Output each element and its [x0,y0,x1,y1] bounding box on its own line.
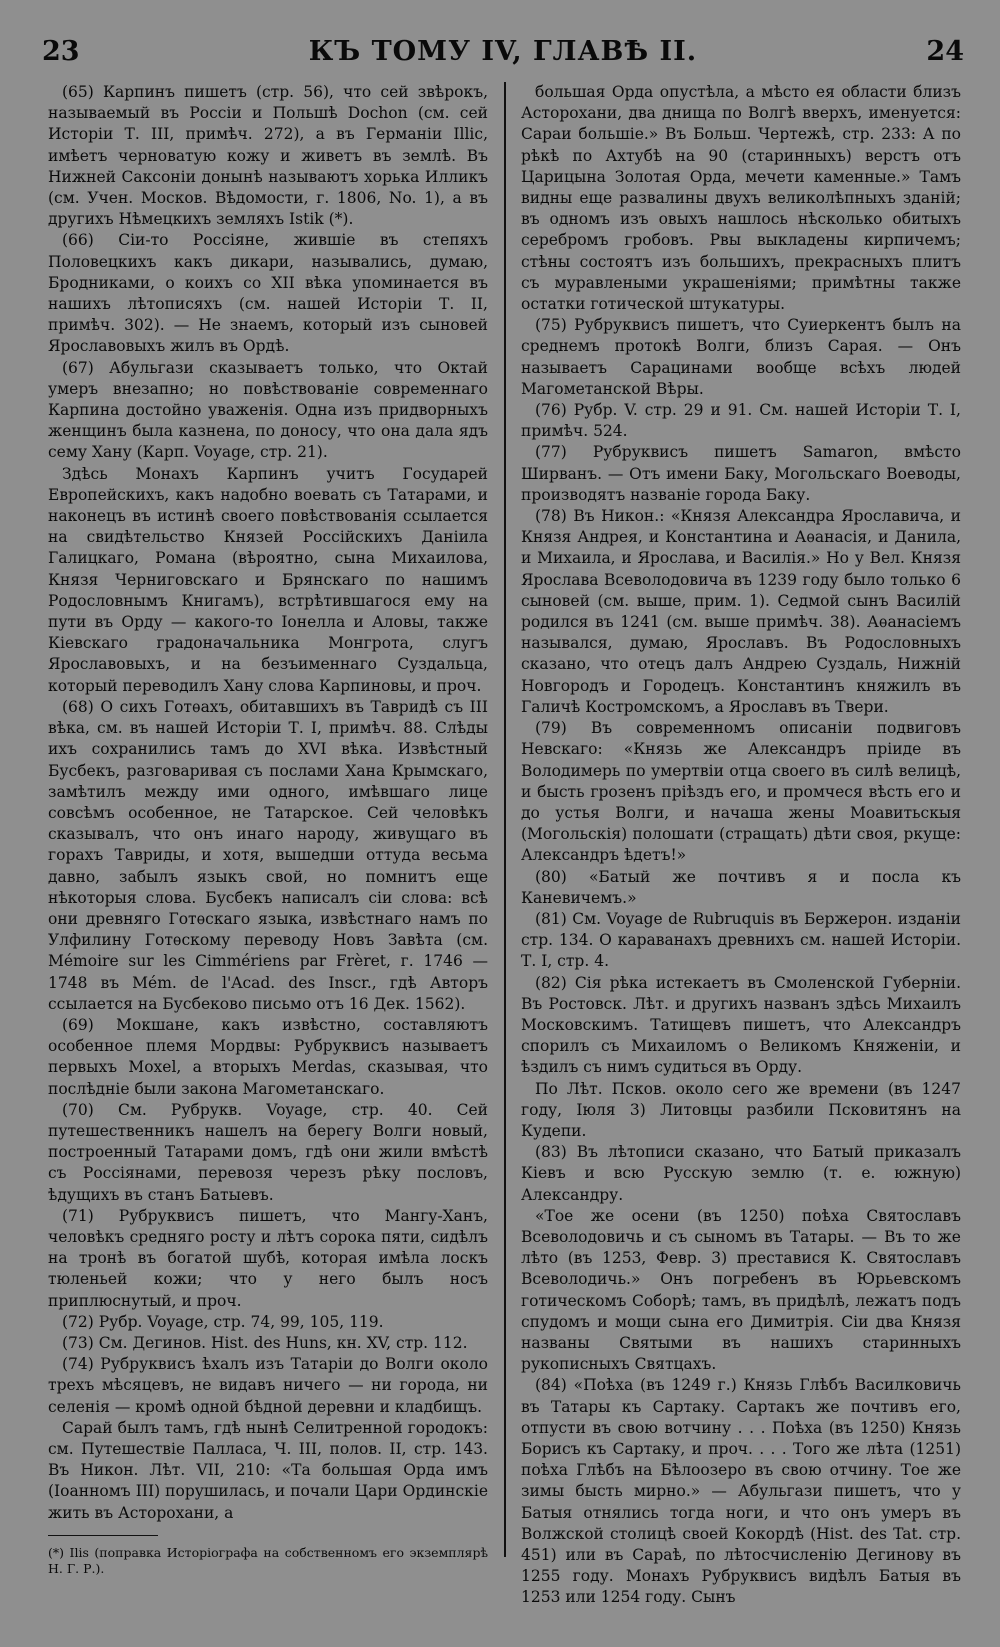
running-title: КЪ ТОМУ IV, ГЛАВѢ II. [308,36,698,67]
note-paragraph: Сарай былъ тамъ, гдѣ нынѣ Селитренной городокъ: см. Путешествіе Палласа, Ч. III, полов. II, стр. 143. Въ Никон. Лѣт. VII, 210: «Та большая Орда имъ (Іоанномъ III) порушилась, и почали Цари Ординскіе жить въ Асторохани, а [48,1418,488,1522]
note-paragraph: (68) О сихъ Готѳахъ, обитавшихъ въ Тавридѣ съ III вѣка, см. въ нашей Исторіи Т. I, примѣч. 88. Слѣды ихъ сохранились тамъ до XVI вѣка. Извѣстный Бусбекъ, разговаривая съ послами Хана Крымскаго, замѣтилъ между ими одного, имѣвшаго лице совсѣмъ особенное, не Татарское. Сей человѣкъ сказывалъ, что онъ инаго народу, живущаго въ горахъ Тавриды, и хотя, вышедши оттуда весьма давно, забылъ языкъ свой, но помнитъ еще нѣкоторыя слова. Бусбекъ написалъ сіи слова: всѣ они древняго Готѳскаго языка, извѣстнаго намъ по Улфилину Готѳскому переводу Новъ Завѣта (см. Mémoire sur les Cimmériens par Frèret, г. 1746 — 1748 въ Mém. de l'Acad. des Inscr., гдѣ Авторъ ссылается на Бусбеково письмо отъ 16 Дек. 1562). [48,697,488,1013]
note-paragraph: (70) См. Рубрукв. Voyage, стр. 40. Сей путешественникъ нашелъ на берегу Волги новый, построенный Татарами домъ, гдѣ они жили вмѣстѣ съ Россіянами, перевозя черезъ рѣку пословъ, ѣдущихъ въ станъ Батыевъ. [48,1100,488,1204]
note-paragraph: (82) Сія рѣка истекаетъ въ Смоленской Губерніи. Въ Ростовск. Лѣт. и другихъ названъ здѣсь Михаилъ Московскимъ. Татищевъ пишетъ, что Александръ спорилъ съ Михаиломъ о Великомъ Княженіи, и ѣздилъ съ нимъ судиться въ Орду. [521,973,961,1077]
note-paragraph: (83) Въ лѣтописи сказано, что Батый приказалъ Кіевъ и всю Русскую землю (т. е. южную) Александру. [521,1143,961,1204]
note-paragraph: (84) «Поѣха (въ 1249 г.) Князь Глѣбъ Василковичь въ Татары къ Сартаку. Сартакъ же почтивъ его, отпусти въ свою вотчину . . . Поѣха (въ 1250) Князь Борисъ къ Сартаку, и проч. . . . Того же лѣта (1251) поѣха Глѣбъ на Бѣлоозеро въ свою отчину. Тое же зимы бысть мирно.» — Абульгази пишетъ, что у Батыя отнялись тогда ноги, и что онъ умеръ въ Волжской столицѣ своей Кокордѣ (Hist. des Tat. стр. 451) или въ Сараѣ, по лѣтосчисленію Дегинову въ 1255 году. Монахъ Рубруквисъ видѣлъ Батыя въ 1253 или 1254 году. Сынъ [521,1376,961,1607]
note-paragraph: (77) Рубруквисъ пишетъ Samaron, вмѣсто Ширванъ. — Отъ имени Баку, Могольскаго Воеводы, производятъ названіе города Баку. [521,443,961,504]
footnote: (*) Ilis (поправка Исторіографа на собственномъ его экземплярѣ Н. Г. Р.). [48,1545,488,1576]
note-paragraph: (81) См. Voyage de Rubruquis въ Бержерон. изданіи стр. 134. О караванахъ древнихъ см. нашей Исторіи. Т. I, стр. 4. [521,909,961,971]
note-paragraph: большая Орда опустѣла, а мѣсто ея области близъ Асторохани, два днища по Волгѣ вверхъ, именуется: Сараи большіе.» Въ Больш. Чертежѣ, стр. 233: А по рѣкѣ по Ахтубѣ на 90 (старинныхъ) верстъ отъ Царицына Золотая Орда, мечети каменные.» Тамъ видны еще развалины двухъ великолѣпныхъ зданій; въ одномъ изъ овыхъ нашлось нѣсколько обитыхъ серебромъ гробовъ. Рвы выкладены кирпичемъ; стѣны состоятъ изъ большихъ, прекрасныхъ плитъ съ муравлеными украшеніями; примѣтны также остатки готической штукатуры. [521,83,961,314]
page-header [42,36,964,68]
note-paragraph: (75) Рубруквисъ пишетъ, что Суиеркентъ былъ на среднемъ протокѣ Волги, близъ Сарая. — Онъ называетъ Сарацинами вообще всѣхъ людей Магометанской Вѣры. [521,316,961,398]
note-paragraph: По Лѣт. Псков. около сего же времени (въ 1247 году, Іюля 3) Литовцы разбили Псковитянъ на Кудепи. [521,1079,961,1140]
note-paragraph: (74) Рубруквисъ ѣхалъ изъ Татаріи до Волги около трехъ мѣсяцевъ, не видавъ ничего — ни города, ни селенія — кромѣ одной бѣдной деревни и кладбищъ. [48,1355,488,1416]
note-paragraph: Здѣсь Монахъ Карпинъ учитъ Государей Европейскихъ, какъ надобно воевать съ Татарами, и наконецъ въ истинѣ своего повѣствованія ссылается на свидѣтельство Князей Россійскихъ Данiила Галицкаго, Романа (вѣроятно, сына Михаилова, Князя Черниговскаго и Брянскаго по нашимъ Родословнымъ Книгамъ), встрѣтившагося ему на пути въ Орду — какого-то Іонелла и Аловы, также Кіевскаго градоначальника Монгрота, слугъ Ярославовыхъ, и на безъименнаго Суздальца, который переводилъ Хану слова Карпиновы, и проч. [48,464,488,695]
left-page-number: 23 [42,36,80,67]
note-paragraph: (79) Въ современномъ описаніи подвиговъ Невскаго: «Князь же Александръ пріиде въ Володимерь по умертвіи отца своего въ силѣ велицѣ, и бысть грозенъ пріѣздъ его, и промчеся вѣсть его и до устья Волги, и начаша жены Моавитьскыя (Могольскія) полошати (стращать) дѣти своя, ркуще: Александръ ѣдетъ!» [521,719,961,865]
note-paragraph: (72) Рубр. Voyage, стр. 74, 99, 105, 119. [62,1312,384,1331]
column-divider [504,82,506,1557]
note-paragraph: (65) Карпинъ пишетъ (стр. 56), что сей звѣрокъ, называемый въ Россіи и Польшѣ Dochon (см. сей Исторіи Т. III, примѣч. 272), а въ Германіи Illic, имѣетъ черноватую кожу и живетъ въ землѣ. Въ Нижней Саксоніи донынѣ называютъ хорька Илликъ (см. Учен. Москов. Вѣдомости, г. 1806, No. 1), а въ другихъ Нѣмецкихъ земляхъ Istik (*). [48,83,488,229]
note-paragraph: «Тое же осени (въ 1250) поѣха Святославъ Всеволодовичь и съ сыномъ въ Татары. — Въ то же лѣто (въ 1253, Февр. 3) преставися К. Святославъ Всеволодичь.» Онъ погребенъ въ Юрьевскомъ готическомъ Соборѣ; тамъ, въ придѣлѣ, лежатъ подъ спудомъ и мощи сына его Димитрія. Сіи два Князя названы Святыми въ нашихъ старинныхъ рукописныхъ Святцахъ. [521,1206,961,1374]
right-column [521,82,961,1609]
note-paragraph: (76) Рубр. V. стр. 29 и 91. См. нашей Исторіи Т. I, примѣч. 524. [521,401,961,441]
note-paragraph: (80) «Батый же почтивъ я и посла къ Каневичемъ.» [521,867,961,907]
right-page-number: 24 [926,36,964,67]
note-paragraph: (67) Абульгази сказываетъ только, что Октай умеръ внезапно; но повѣствованіе современнаго Карпина достойно уваженія. Одна изъ придворныхъ женщинъ была казнена, по доносу, что она дала ядъ сему Хану (Карп. Voyage, стр. 21). [48,358,488,462]
note-paragraph: (78) Въ Никон.: «Князя Александра Ярославича, и Князя Андрея, и Константина и Аѳанасія, и Данила, и Михаила, и Ярослава, и Василія.» Но у Вел. Князя Ярослава Всеволодовича въ 1239 году было только 6 сыновей (см. выше, прим. 1). Седмой сынъ Василій родился въ 1241 (см. выше примѣч. 38). Аѳанасіемъ назывался, думаю, Ярославъ. Въ Родословныхъ сказано, что отецъ далъ Андрею Суздаль, Нижній Новгородъ и Городецъ. Константинъ княжилъ въ Галичѣ Костромскомъ, а Ярославъ въ Твери. [521,507,961,716]
note-paragraph: (66) Сіи-то Россіяне, жившіе въ степяхъ Половецкихъ какъ дикари, назывались, думаю, Бродниками, о коихъ со XII вѣка упоминается въ нашихъ лѣтописяхъ (см. нашей Исторіи Т. II, примѣч. 302). — Не знаемъ, который изъ сыновей Ярославовыхъ жилъ въ Ордѣ. [48,231,488,356]
left-column [48,82,488,1524]
note-paragraph: (73) См. Дегинов. Hist. des Huns, кн. XV, стр. 112. [62,1333,468,1352]
note-paragraph: (71) Рубруквисъ пишетъ, что Мангу-Ханъ, человѣкъ средняго росту и лѣтъ сорока пяти, сидѣлъ на тронѣ въ богатой шубѣ, которая имѣла лоскъ тюленьей кожи; что у него былъ носъ приплюснутый, и проч. [48,1206,488,1310]
footnote-rule [48,1535,158,1536]
note-paragraph: (69) Мокшане, какъ извѣстно, составляютъ особенное племя Мордвы: Рубруквисъ называетъ первыхъ Moxel, а вторыхъ Merdas, сказывая, что послѣдніе были закона Магометанскаго. [48,1015,488,1098]
